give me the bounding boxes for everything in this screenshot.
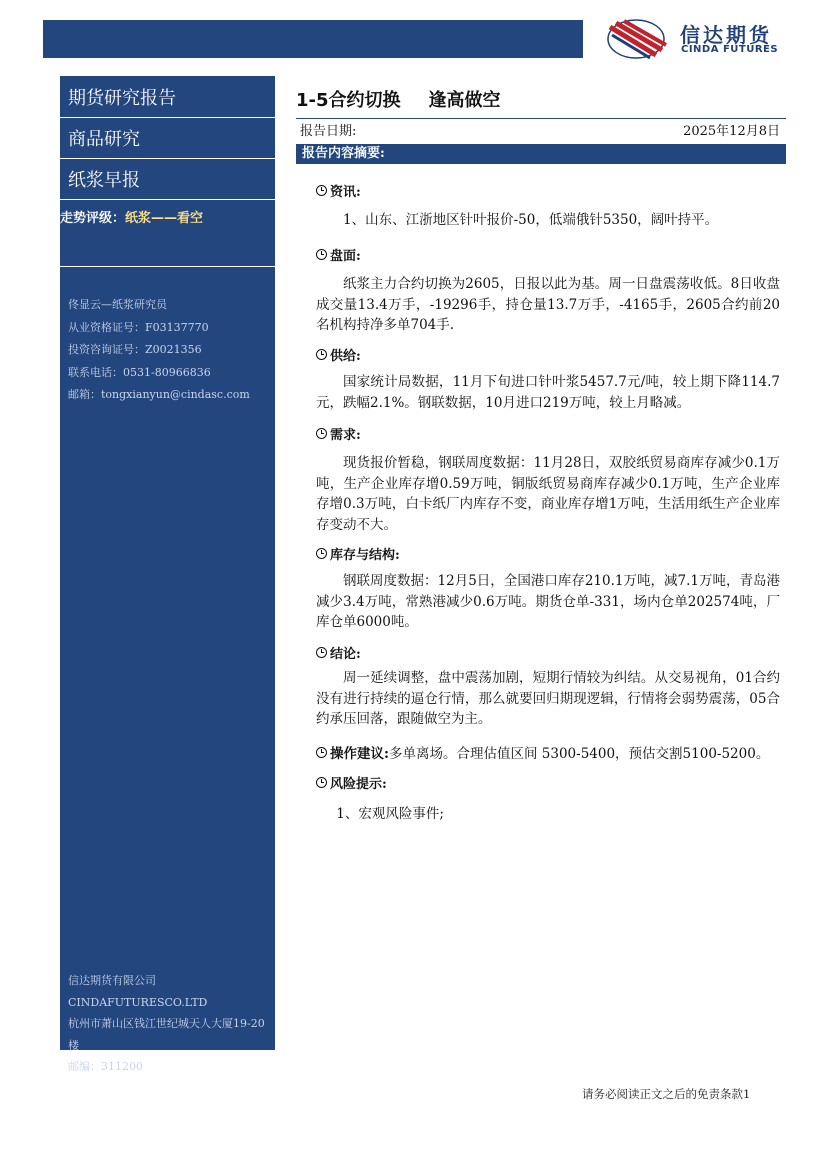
report-date-bar [296, 118, 786, 145]
section-heading-inventory [316, 544, 400, 563]
header-bar [43, 20, 583, 58]
company-address: 杭州市萧山区钱江世纪城天人大厦19-20楼 [68, 1017, 265, 1052]
company-name: 信达期货有限公司 [68, 974, 156, 987]
section-body-inventory: 钢联周度数据：12月5日，全国港口库存210.1万吨，减7.1万吨，青岛港减少3.4万吨，常熟港减少0.6万吨。期货仓单-331，场内仓单202574吨，厂库仓单6000吨。 [316, 573, 780, 630]
logo-english-name: CINDA FUTURES [681, 44, 779, 55]
logo-chinese-name: 信达期货 [680, 23, 772, 47]
clock-icon [316, 647, 327, 658]
section-heading-text: 盘面: [330, 249, 361, 264]
sidebar-item-commodity-research: 商品研究 [60, 119, 275, 159]
report-title-part1: 1-5合约切换 [296, 90, 401, 111]
clock-icon [316, 249, 327, 260]
section-heading-market [316, 245, 361, 264]
section-heading-text: 库存与结构: [330, 548, 400, 563]
clock-icon [316, 185, 327, 196]
sidebar-item-pulp-morning-report: 纸浆早报 [60, 160, 275, 200]
section-heading-risk [316, 773, 387, 792]
section-body-news: 1、山东、江浙地区针叶报价-50，低端俄针5350，阔叶持平。 [343, 212, 719, 228]
clock-icon [316, 747, 327, 758]
section-heading-text: 风险提示: [330, 777, 387, 792]
company-english-name: CINDAFUTURESCO.LTD [68, 995, 208, 1009]
section-body-demand: 现货报价暂稳，钢联周度数据：11月28日，双胶纸贸易商库存减少0.1万吨，生产企业库存增0.59万吨，铜版纸贸易商库存减少0.1万吨，生产企业库存增0.3万吨，白卡纸厂内库存不变，商业库存增1万吨，生活用纸生产企业库存变动不大。 [316, 455, 780, 533]
analyst-consult-license: 投资咨询证号：Z0021356 [68, 343, 202, 356]
analyst-license: 从业资格证号：F03137770 [68, 320, 209, 334]
trend-value: 纸浆——看空 [125, 211, 204, 226]
cinda-logo [606, 17, 796, 61]
section-heading-demand [316, 424, 361, 443]
clock-icon [316, 548, 327, 559]
analyst-name: 佟显云—纸浆研究员 [68, 298, 167, 311]
analyst-email: 邮箱：tongxianyun@cindasc.com [68, 388, 250, 401]
section-body-risk: 1、宏观风险事件; [336, 806, 444, 822]
clock-icon [316, 349, 327, 360]
section-heading-text: 结论: [330, 647, 361, 662]
trend-label: 走势评级： [60, 211, 126, 226]
section-heading-text: 供给: [330, 349, 361, 364]
summary-header [296, 144, 786, 164]
company-postcode: 邮编：311200 [68, 1060, 143, 1073]
analyst-info [68, 294, 250, 407]
section-body-market: 纸浆主力合约切换为2605，日报以此为基。周一日盘震荡收低。8日收盘成交量13.4万手，-19296手，持仓量13.7万手，-4165手，2605合约前20名机构持净多单704手. [316, 276, 780, 333]
summary-label: 报告内容摘要: [302, 146, 385, 161]
sidebar [60, 76, 275, 1073]
analyst-phone: 联系电话：0531-80966836 [68, 365, 211, 379]
section-heading-text: 操作建议: [330, 746, 389, 762]
section-heading-conclusion [316, 643, 361, 662]
section-body-supply: 国家统计局数据，11月下旬进口针叶浆5457.7元/吨，较上期下降114.7元，跌幅2.1%。钢联数据，10月进口219万吨，较上月略减。 [316, 374, 780, 411]
report-date-label: 报告日期: [300, 124, 357, 139]
clock-icon [316, 428, 327, 439]
cinda-emblem-icon [606, 17, 676, 61]
section-heading-news [316, 181, 361, 200]
disclaimer-footer: 请务必阅读正文之后的免责条款1 [582, 1087, 751, 1101]
clock-icon [316, 777, 327, 788]
section-heading-supply [316, 345, 361, 364]
report-title [296, 86, 501, 112]
section-heading-text: 资讯: [330, 185, 361, 200]
trend-rating [60, 203, 275, 267]
report-date-value: 2025年12月8日 [683, 124, 780, 139]
report-title-part2: 逢高做空 [428, 90, 501, 111]
section-heading-advice [316, 742, 769, 762]
company-info [68, 970, 275, 1078]
section-body-advice: 多单离场。合理估值区间 5300-5400，预估交割5100-5200。 [388, 746, 770, 762]
section-heading-text: 需求: [330, 428, 361, 443]
sidebar-item-futures-research: 期货研究报告 [60, 78, 275, 118]
section-body-conclusion: 周一延续调整，盘中震荡加剧，短期行情较为纠结。从交易视角，01合约没有进行持续的逼仓行情，那么就要回归期现逻辑，行情将会弱势震荡，05合约承压回落，跟随做空为主。 [316, 670, 780, 727]
